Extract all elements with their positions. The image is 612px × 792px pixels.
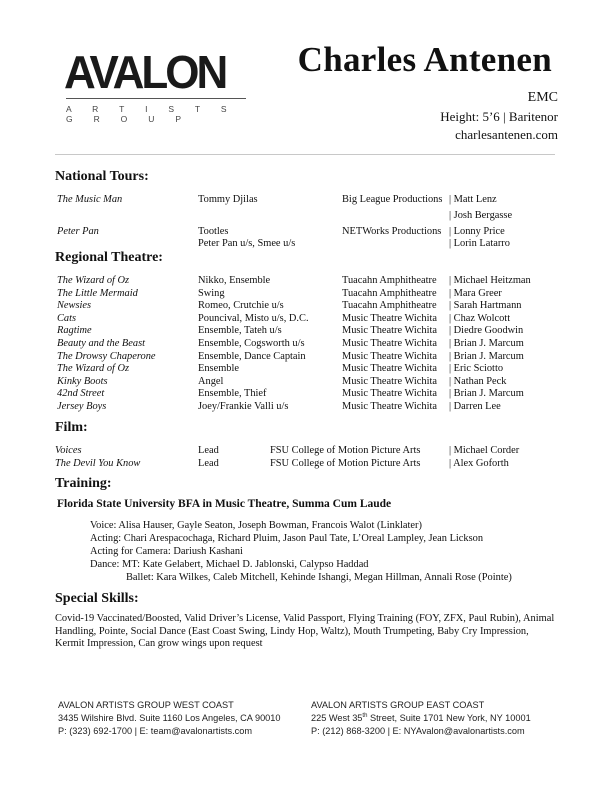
- credit-company: Big League Productions: [342, 194, 443, 205]
- credit-director: | Darren Lee: [449, 401, 501, 412]
- film-role: Lead: [198, 445, 219, 456]
- credit-role: Ensemble: [198, 363, 239, 375]
- section-regional-theatre: Regional Theatre:: [55, 250, 163, 265]
- union-status: EMC: [527, 90, 558, 105]
- credit-role: Tommy Djilas: [198, 194, 258, 205]
- credit-director: | Chaz Wolcott: [449, 312, 511, 324]
- credit-role: Ensemble, Thief: [198, 388, 267, 400]
- credit-company: Music Theatre Wichita: [342, 325, 437, 337]
- credit-role: Peter Pan u/s, Smee u/s: [198, 238, 296, 249]
- credit-show: Peter Pan: [57, 226, 99, 237]
- logo-divider: [66, 98, 246, 99]
- header-divider: [55, 154, 555, 155]
- credit-role: Tootles: [198, 226, 229, 237]
- credit-company: Music Theatre Wichita: [342, 350, 437, 362]
- credit-role: Ensemble, Dance Captain: [198, 350, 306, 362]
- credit-company: Music Theatre Wichita: [342, 312, 437, 324]
- credit-director: | Brian J. Marcum: [449, 350, 524, 362]
- credit-director: | Lonny Price: [449, 226, 505, 237]
- credit-show: Jersey Boys: [57, 401, 107, 412]
- special-skills-text: Covid-19 Vaccinated/Boosted, Valid Driver’s License, Valid Passport, Flying Training (FOY, ZFX, Paul Rubin), Animal Handling, Pointe, Social Dance (East Coast Swing, Lindy Hop, Waltz), Mouth Trumpeting, Baby Cry Impression, Kermit Impression, Can grow wings upon request: [55, 613, 555, 649]
- credit-role: Pouncival, Misto u/s, D.C.: [198, 312, 309, 324]
- credit-show: The Little Mermaid: [57, 287, 138, 299]
- credit-director: | Brian J. Marcum: [449, 388, 524, 400]
- credit-show: The Wizard of Oz: [57, 275, 130, 286]
- credit-show: 42nd Street: [57, 388, 105, 400]
- credit-company: Tuacahn Amphitheatre: [342, 300, 437, 312]
- credit-company: Music Theatre Wichita: [342, 338, 437, 349]
- credit-role: Nikko, Ensemble: [198, 275, 271, 286]
- training-acting: Acting: Chari Arespacochaga, Richard Pluim, Jason Paul Tate, L’Oreal Lampley, Jean Lickson: [90, 533, 484, 544]
- footer-west-contact: P: (323) 692-1700 | E: team@avalonartists.com: [58, 726, 253, 736]
- credit-show: The Music Man: [57, 194, 123, 205]
- footer-east-address: 225 West 35th Street, Suite 1701 New York, NY 10001: [311, 713, 531, 724]
- film-director: | Alex Goforth: [449, 458, 509, 469]
- credit-show: Kinky Boots: [57, 375, 108, 387]
- credit-show: Ragtime: [57, 325, 92, 337]
- credit-company: Music Theatre Wichita: [342, 401, 437, 412]
- training-ballet: Ballet: Kara Wilkes, Caleb Mitchell, Kehinde Ishangi, Megan Hillman, Annali Rose (Pointe): [126, 572, 512, 583]
- film-title: Voices: [55, 445, 82, 456]
- credit-role: Ensemble, Tateh u/s: [198, 325, 282, 337]
- credit-director: | Lorin Latarro: [449, 238, 510, 249]
- credit-role: Joey/Frankie Valli u/s: [198, 401, 289, 412]
- film-title: The Devil You Know: [55, 458, 141, 469]
- credit-director: | Michael Heitzman: [449, 275, 531, 286]
- credit-director: | Mara Greer: [449, 287, 502, 299]
- credit-show: The Drowsy Chaperone: [57, 350, 156, 362]
- agency-logo: [64, 46, 250, 124]
- performer-name: Charles Antenen: [297, 40, 552, 79]
- logo-tagline: A R T I S T S G R O U P: [66, 104, 236, 124]
- credit-company: Music Theatre Wichita: [342, 375, 437, 387]
- section-film: Film:: [55, 420, 88, 435]
- footer-west-address: 3435 Wilshire Blvd. Suite 1160 Los Angeles, CA 90010: [58, 713, 281, 723]
- credit-director: | Josh Bergasse: [449, 210, 513, 221]
- section-special-skills: Special Skills:: [55, 591, 139, 606]
- credit-role: Romeo, Crutchie u/s: [198, 300, 284, 312]
- height-voice: Height: 5’6 | Baritenor: [440, 109, 558, 124]
- section-national-tours: National Tours:: [55, 169, 149, 184]
- film-company: FSU College of Motion Picture Arts: [270, 458, 421, 469]
- credit-director: | Nathan Peck: [449, 375, 507, 387]
- training-camera: Acting for Camera: Dariush Kashani: [90, 546, 243, 557]
- footer-west-title: AVALON ARTISTS GROUP WEST COAST: [58, 700, 234, 710]
- training-school: Florida State University BFA in Music Theatre, Summa Cum Laude: [57, 498, 392, 510]
- credit-director: | Brian J. Marcum: [449, 338, 524, 349]
- logo-wordmark: AVALON: [64, 46, 226, 99]
- credit-role: Angel: [198, 375, 224, 387]
- section-training: Training:: [55, 476, 112, 491]
- credit-director: | Diedre Goodwin: [449, 325, 524, 337]
- credit-show: Beauty and the Beast: [57, 338, 146, 349]
- footer-east-contact: P: (212) 868-3200 | E: NYAvalon@avalonartists.com: [311, 726, 525, 736]
- credit-show: Cats: [57, 312, 77, 324]
- footer-east-title: AVALON ARTISTS GROUP EAST COAST: [311, 700, 485, 710]
- credit-company: Tuacahn Amphitheatre: [342, 287, 437, 299]
- credit-company: Music Theatre Wichita: [342, 388, 437, 400]
- credit-show: The Wizard of Oz: [57, 363, 130, 375]
- film-director: | Michael Corder: [449, 445, 520, 456]
- credit-director: | Sarah Hartmann: [449, 300, 522, 312]
- credit-company: Music Theatre Wichita: [342, 363, 437, 375]
- credit-director: | Matt Lenz: [449, 194, 497, 205]
- credit-company: NETWorks Productions: [342, 226, 442, 237]
- credit-role: Ensemble, Cogsworth u/s: [198, 338, 305, 349]
- film-role: Lead: [198, 458, 219, 469]
- website[interactable]: charlesantenen.com: [455, 127, 558, 142]
- training-dance: Dance: MT: Kate Gelabert, Michael D. Jablonski, Calypso Haddad: [90, 559, 369, 570]
- credit-company: Tuacahn Amphitheatre: [342, 275, 437, 286]
- credit-director: | Eric Sciotto: [449, 363, 504, 375]
- credit-role: Swing: [198, 287, 225, 299]
- credit-show: Newsies: [57, 300, 92, 312]
- film-company: FSU College of Motion Picture Arts: [270, 445, 421, 456]
- training-voice: Voice: Alisa Hauser, Gayle Seaton, Joseph Bowman, Francois Walot (Linklater): [90, 520, 422, 531]
